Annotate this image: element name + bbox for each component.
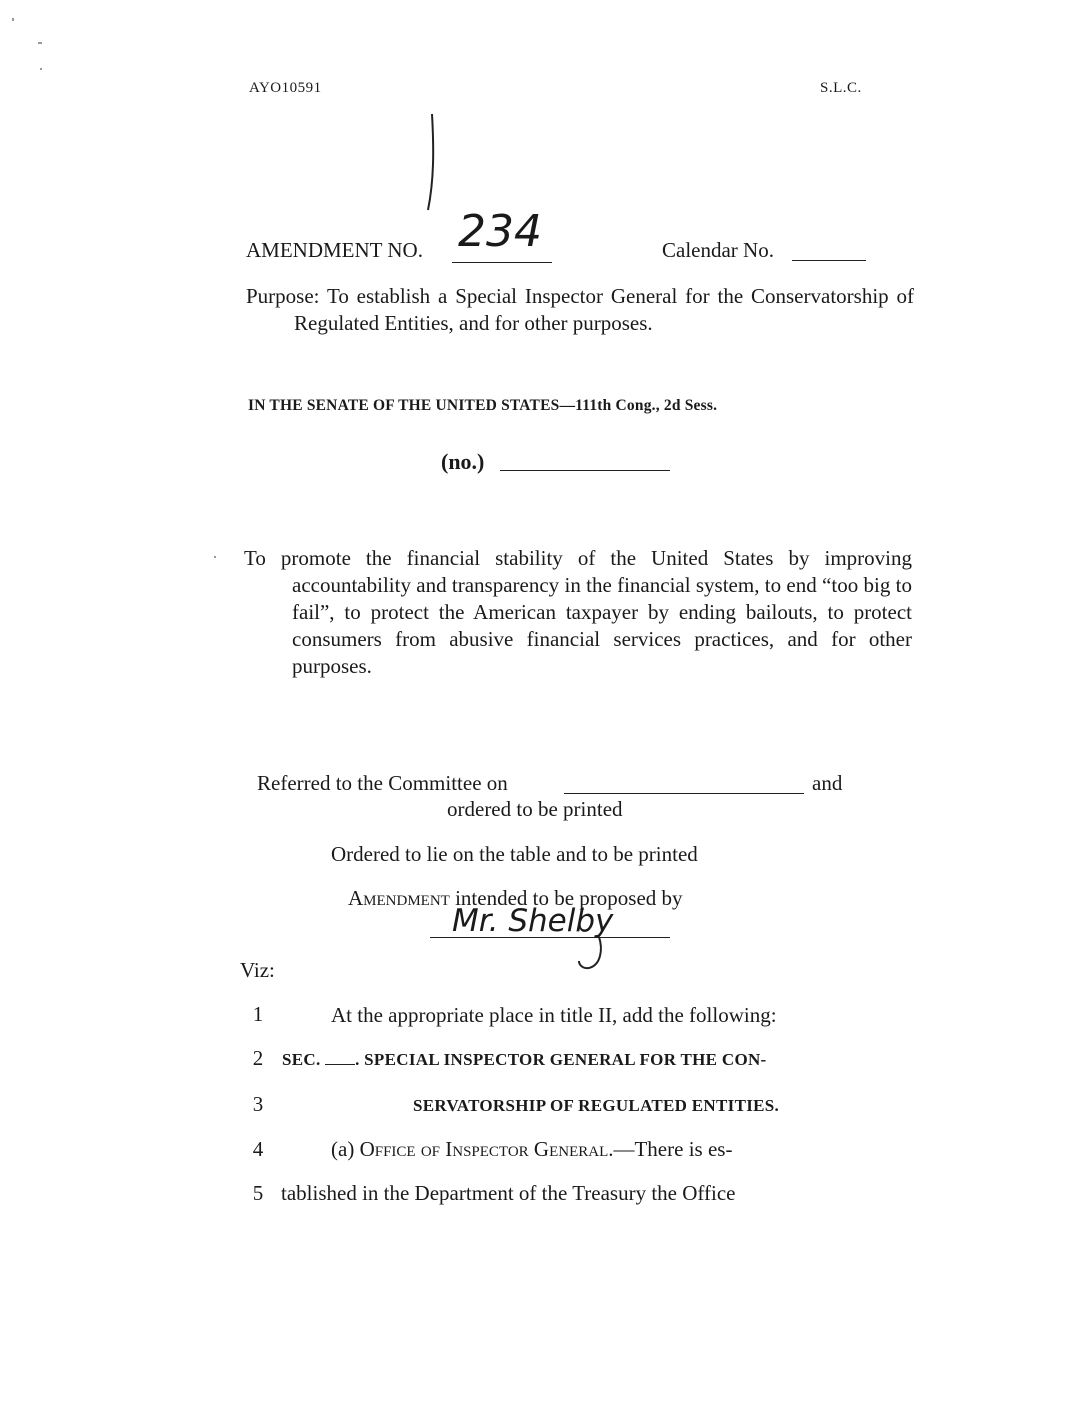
amendment-label: AMENDMENT NO.	[246, 238, 423, 262]
ordered-lie-on-table: Ordered to lie on the table and to be printed	[331, 842, 698, 866]
calendar-number-blank	[792, 260, 866, 261]
scan-speck	[38, 42, 42, 44]
handwritten-stroke	[422, 110, 442, 215]
line-number: 3	[252, 1092, 264, 1116]
scan-speck	[12, 18, 14, 21]
line-number: 2	[252, 1046, 264, 1070]
slc-code: S.L.C.	[820, 80, 862, 96]
no-label: (no.)	[441, 449, 485, 474]
bill-title-text: To promote the financial stability of the United States by improving accountability and transparency in the financial system, to end “too big to fail”, to protect the American taxpayer by ending bailouts, to protect consumers from abusive financial services practices, and for other purposes.	[244, 546, 912, 678]
purpose-text: Purpose: To establish a Special Inspector General for the Conservatorship of Regulated Entities, and for other purposes.	[246, 284, 914, 335]
scan-speck	[214, 556, 216, 558]
amendment-smallcaps: Amendment	[348, 886, 450, 910]
subsection-a	[331, 1137, 732, 1162]
viz-label: Viz:	[240, 958, 275, 982]
line-number: 1	[252, 1002, 264, 1026]
intended-rest: intended to be proposed by	[449, 886, 683, 910]
signature-flourish	[575, 935, 615, 975]
document-id: AYO10591	[249, 80, 322, 96]
subsection-text: .—There is es-	[608, 1137, 733, 1161]
section-heading	[282, 1050, 767, 1070]
line-text: At the appropriate place in title II, add the following:	[331, 1003, 777, 1027]
scan-speck	[40, 68, 42, 70]
referred-suffix: and	[812, 771, 843, 795]
subsection-label: (a)	[331, 1137, 360, 1161]
committee-blank	[564, 793, 804, 794]
amendment-number-handwritten: 234	[458, 206, 542, 257]
section-number-blank	[325, 1064, 355, 1065]
line-text: tablished in the Department of the Treasury the Office	[281, 1181, 736, 1205]
sponsor-signature: Mr. Shelby	[452, 903, 614, 939]
section-heading-cont: SERVATORSHIP OF REGULATED ENTITIES.	[413, 1096, 780, 1115]
ordered-printed: ordered to be printed	[447, 797, 623, 821]
referred-prefix: Referred to the Committee on	[257, 771, 508, 795]
sec-title: . SPECIAL INSPECTOR GENERAL FOR THE CON-	[355, 1050, 767, 1069]
calendar-label: Calendar No.	[662, 238, 774, 262]
senate-session-line: IN THE SENATE OF THE UNITED STATES—111th Cong., 2d Sess.	[248, 397, 718, 414]
subsection-heading: Office of Inspector General	[359, 1137, 609, 1161]
line-number: 5	[252, 1181, 264, 1205]
line-number: 4	[252, 1137, 264, 1161]
amendment-number-field	[452, 206, 552, 263]
sec-prefix: SEC.	[282, 1050, 326, 1069]
no-blank	[500, 470, 670, 471]
